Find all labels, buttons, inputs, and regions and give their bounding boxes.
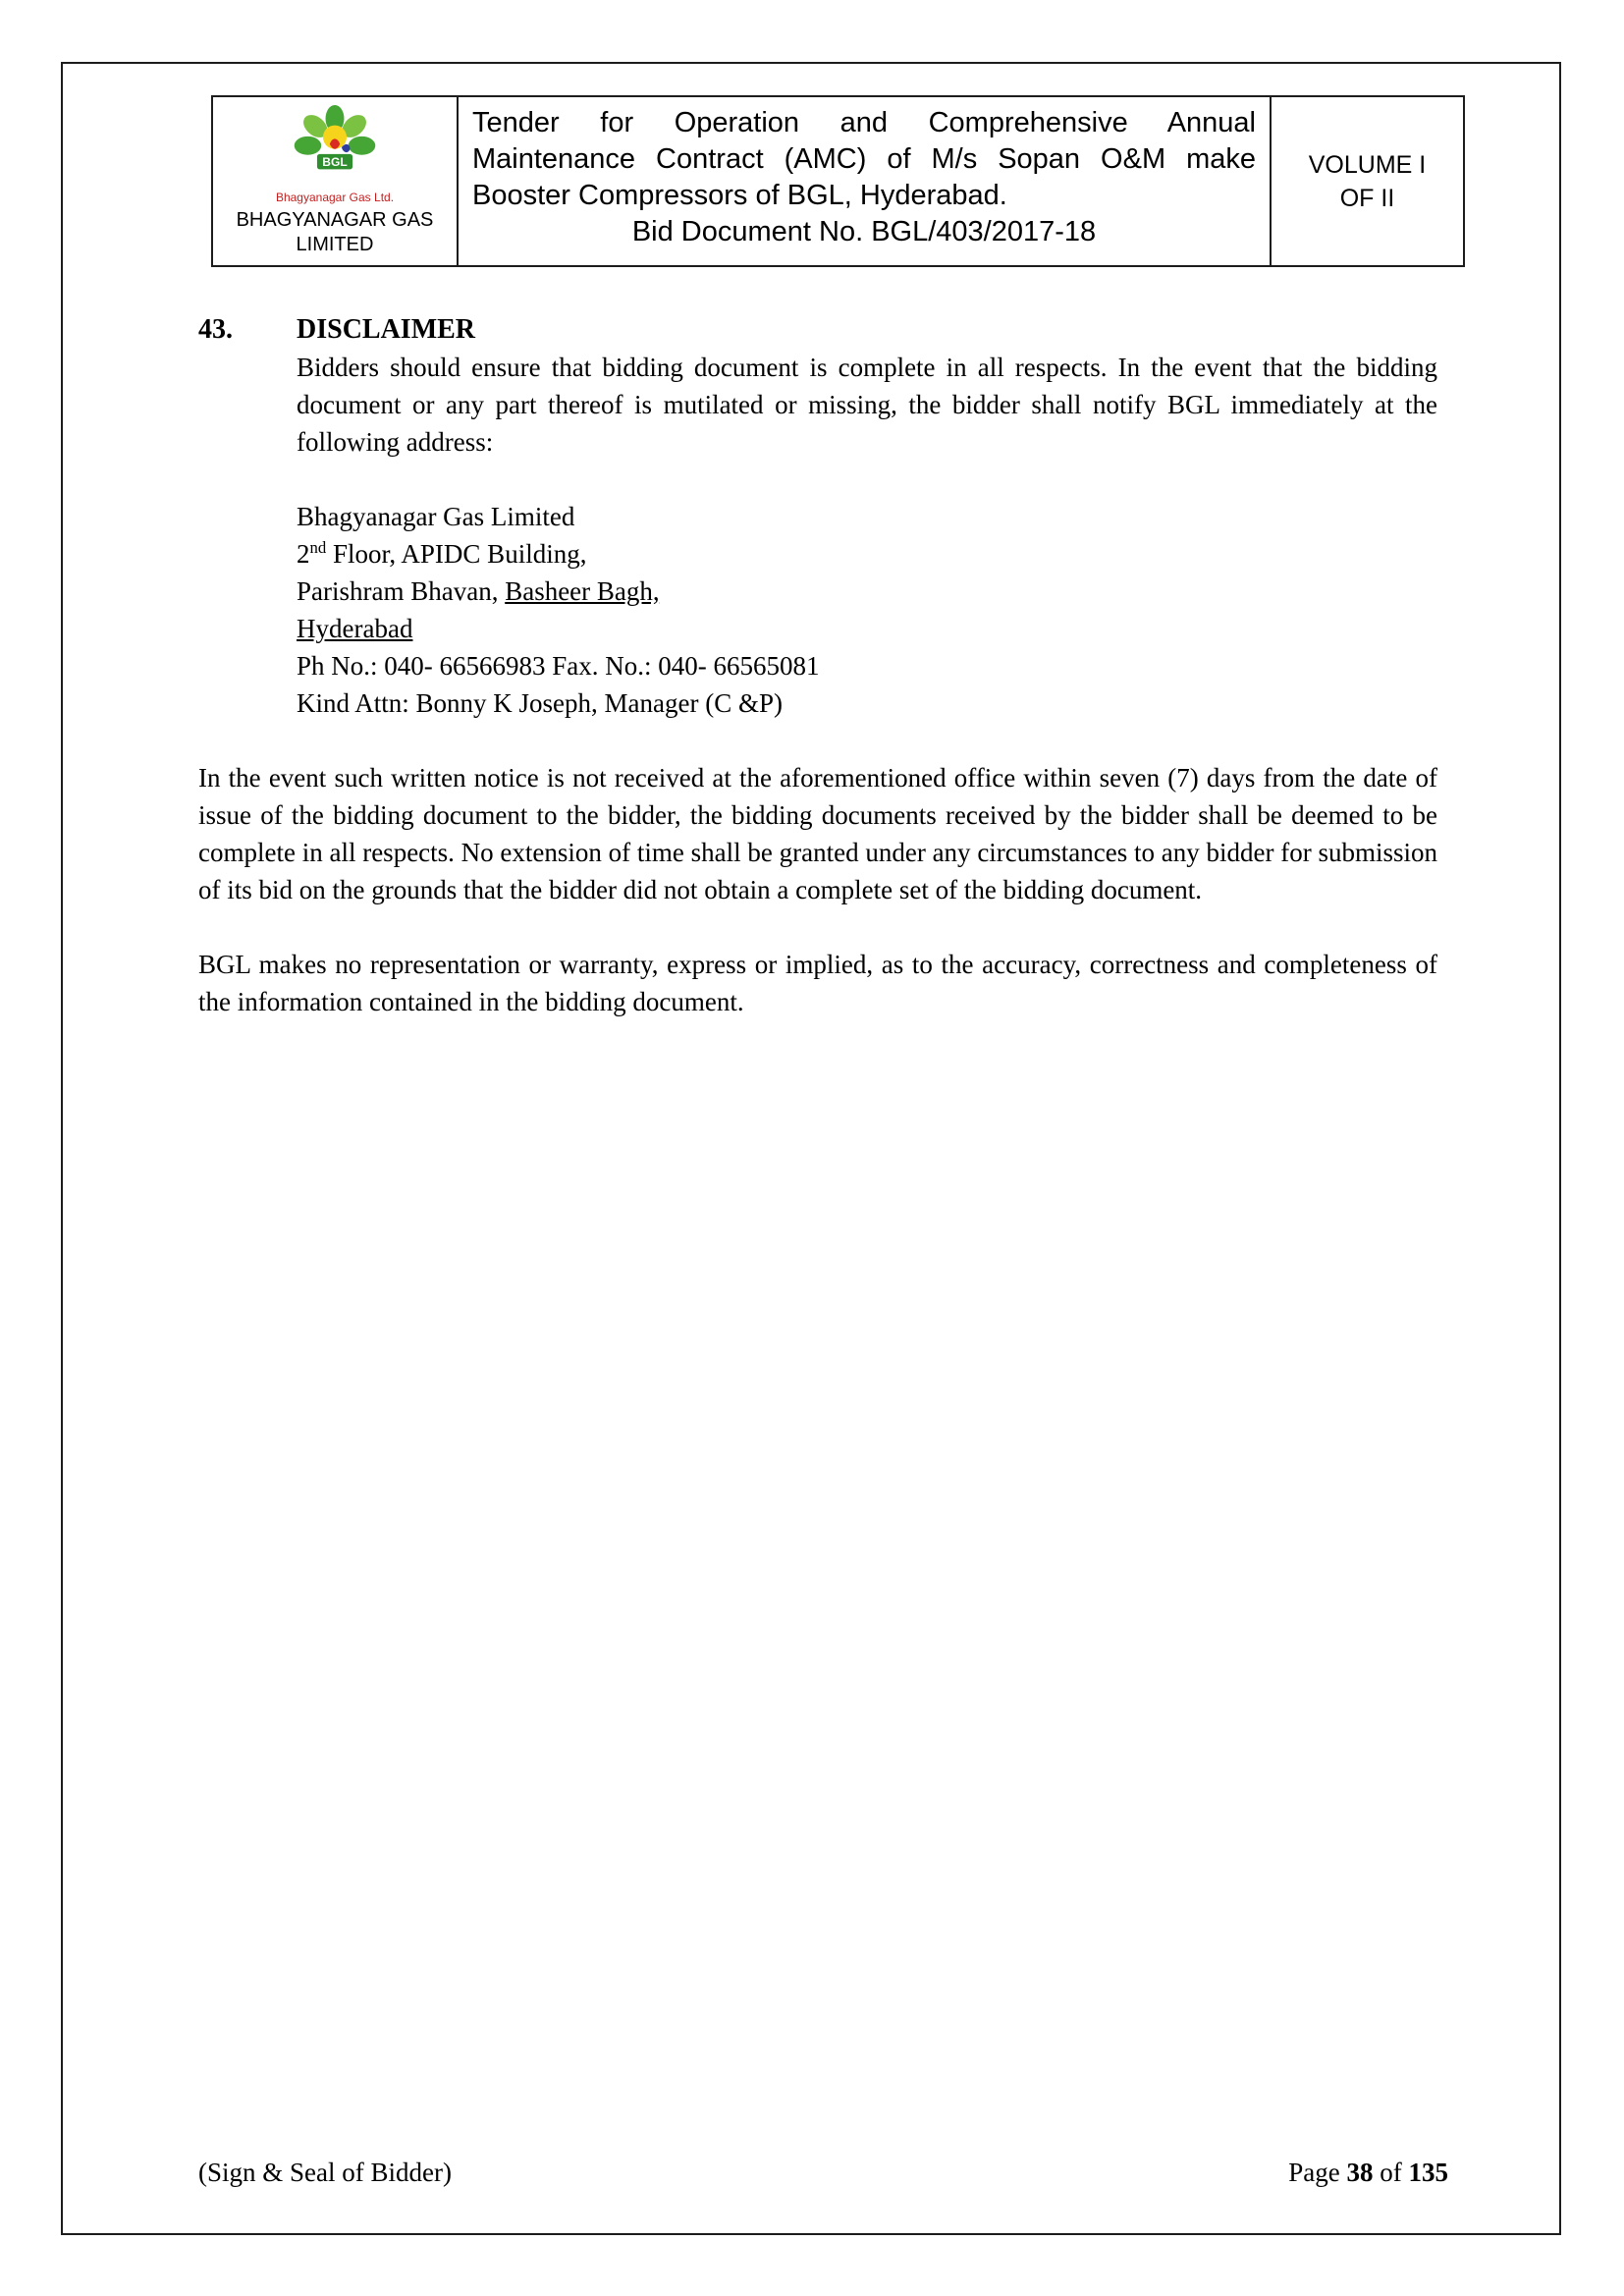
address-street-underlined: Basheer Bagh,	[505, 576, 660, 606]
address-floor	[297, 535, 1437, 573]
section-title: DISCLAIMER	[297, 314, 476, 345]
address-attention: Kind Attn: Bonny K Joseph, Manager (C &P)	[297, 688, 783, 718]
address-city: Hyderabad	[297, 614, 413, 643]
document-header	[211, 95, 1465, 267]
address-floor-number: 2	[297, 539, 310, 569]
address-floor-ordinal: nd	[309, 538, 327, 557]
logo-acronym: BGL	[322, 154, 348, 169]
address-company: Bhagyanagar Gas Limited	[297, 502, 575, 531]
logo-caption: Bhagyanagar Gas Ltd.	[275, 191, 395, 204]
bid-document-number: Bid Document No. BGL/403/2017-18	[631, 216, 1097, 247]
title-cell	[459, 97, 1272, 265]
address-phone-fax: Ph No.: 040- 66566983 Fax. No.: 040- 66565081	[297, 651, 820, 681]
notice-paragraph: In the event such written notice is not received at the aforementioned office within seven (7) days from the date of issue of the bidding document to the bidder, the bidding documents received by the bidder shall be deemed to be complete in all respects. No extension of time shall be granted under any circumstances to any bidder for submission of its bid on the grounds that the bidder did not obtain a complete set of the bidding document.	[198, 763, 1437, 904]
address-street	[297, 573, 1437, 610]
bgl-logo-icon	[290, 105, 380, 190]
intro-paragraph: Bidders should ensure that bidding document is complete in all respects. In the event that the bidding document or any part thereof is mutilated or missing, the bidder shall notify BGL immediately at the following address:	[297, 353, 1437, 457]
total-pages-number: 135	[1408, 2158, 1448, 2187]
address-floor-rest: Floor, APIDC Building,	[326, 539, 587, 569]
volume-line2: OF II	[1339, 184, 1395, 212]
page-footer	[198, 2158, 1448, 2188]
volume-cell	[1272, 97, 1463, 265]
tender-title: Tender for Operation and Comprehensive Annual Maintenance Contract (AMC) of M/s Sopan O&M make Booster Compressors of BGL, Hyderabad.	[472, 107, 1256, 211]
sign-seal-note: (Sign & Seal of Bidder)	[198, 2158, 452, 2187]
page-border	[61, 62, 1561, 2235]
company-name-line2: LIMITED	[296, 234, 374, 255]
warranty-paragraph: BGL makes no representation or warranty, express or implied, as to the accuracy, correctness and completeness of the information contained in the bidding document.	[198, 950, 1437, 1016]
page-word: Page	[1288, 2158, 1340, 2187]
content	[198, 311, 1437, 1020]
logo-cell	[213, 97, 459, 265]
section-number: 43.	[198, 314, 233, 345]
volume-line1: VOLUME I	[1308, 150, 1427, 179]
current-page-number: 38	[1346, 2158, 1374, 2187]
company-name	[237, 208, 434, 257]
address-street-plain: Parishram Bhavan,	[297, 576, 506, 606]
company-name-line1: BHAGYANAGAR GAS	[236, 209, 434, 231]
of-word: of	[1380, 2158, 1402, 2187]
address-block	[297, 498, 1437, 722]
section-heading	[198, 311, 1437, 349]
page-number-indicator	[1288, 2158, 1448, 2188]
